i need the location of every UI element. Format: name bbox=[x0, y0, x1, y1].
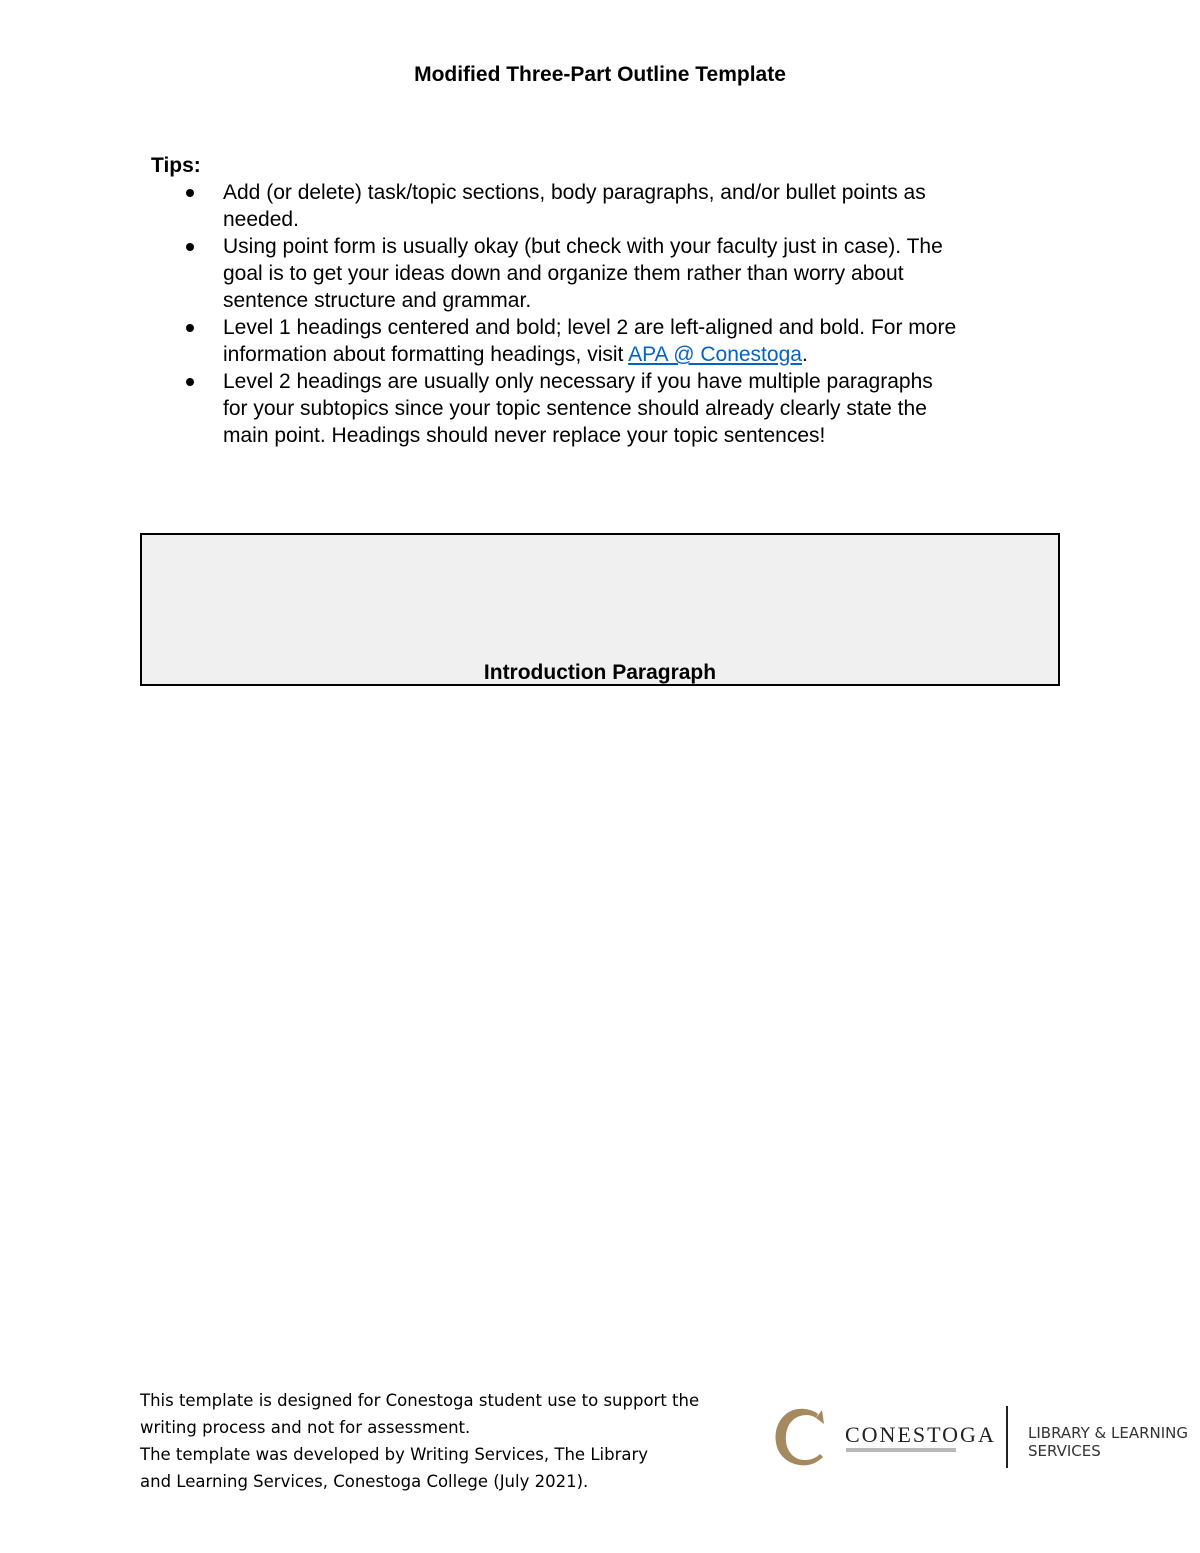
conestoga-c-icon bbox=[770, 1406, 830, 1468]
bullet-icon bbox=[186, 378, 194, 386]
tip-text-line: . bbox=[801, 343, 808, 366]
tip-item bbox=[151, 233, 1051, 314]
tip-text-line: goal is to get your ideas down and organize them rather than worry about bbox=[223, 262, 904, 285]
tip-item bbox=[151, 314, 1051, 368]
apa-conestoga-link[interactable]: APA @ Conestoga bbox=[628, 343, 802, 366]
tip-text-line: Using point form is usually okay (but check with your faculty just in case). The bbox=[223, 235, 943, 258]
footer-note-line: This template is designed for Conestoga student use to support the bbox=[140, 1391, 700, 1410]
footer-note bbox=[140, 1387, 760, 1495]
tip-item bbox=[151, 368, 1051, 449]
introduction-section-box[interactable] bbox=[140, 533, 1060, 686]
logo-tagline bbox=[846, 1447, 956, 1453]
bullet-icon bbox=[186, 189, 194, 197]
tip-text-line: for your subtopics since your topic sentence should already clearly state the bbox=[223, 397, 927, 420]
tips-list bbox=[151, 179, 1051, 449]
tip-text-line: information about formatting headings, visit bbox=[223, 343, 629, 366]
tip-text-line: main point. Headings should never replace your topic sentences! bbox=[223, 424, 826, 447]
bullet-icon bbox=[186, 324, 194, 332]
tip-text-line: Add (or delete) task/topic sections, body paragraphs, and/or bullet points as bbox=[223, 181, 926, 204]
tip-item bbox=[151, 179, 1051, 233]
bullet-icon bbox=[186, 243, 194, 251]
tip-text-line: Level 2 headings are usually only necessary if you have multiple paragraphs bbox=[223, 370, 933, 393]
footer-note-line: The template was developed by Writing Services, The Library bbox=[140, 1445, 649, 1464]
logo-division-name bbox=[1028, 1424, 1188, 1460]
footer-note-line: and Learning Services, Conestoga College (July 2021). bbox=[140, 1472, 589, 1491]
tip-text-line: Level 1 headings centered and bold; level 2 are left-aligned and bold. For more bbox=[223, 316, 957, 339]
logo-division-line: SERVICES bbox=[1028, 1442, 1101, 1460]
logo-divider bbox=[1006, 1406, 1008, 1468]
introduction-heading: Introduction Paragraph bbox=[483, 661, 717, 684]
tip-text-line: sentence structure and grammar. bbox=[223, 289, 532, 312]
logo-division-line: LIBRARY & LEARNING bbox=[1028, 1424, 1189, 1442]
logo-wordmark: CONESTOGA bbox=[845, 1422, 996, 1447]
footer-note-line: writing process and not for assessment. bbox=[140, 1418, 471, 1437]
conestoga-logo bbox=[770, 1402, 1200, 1472]
tips-heading: Tips: bbox=[151, 154, 201, 177]
tip-text-line: needed. bbox=[223, 208, 299, 231]
page-title: Modified Three-Part Outline Template bbox=[414, 63, 786, 86]
